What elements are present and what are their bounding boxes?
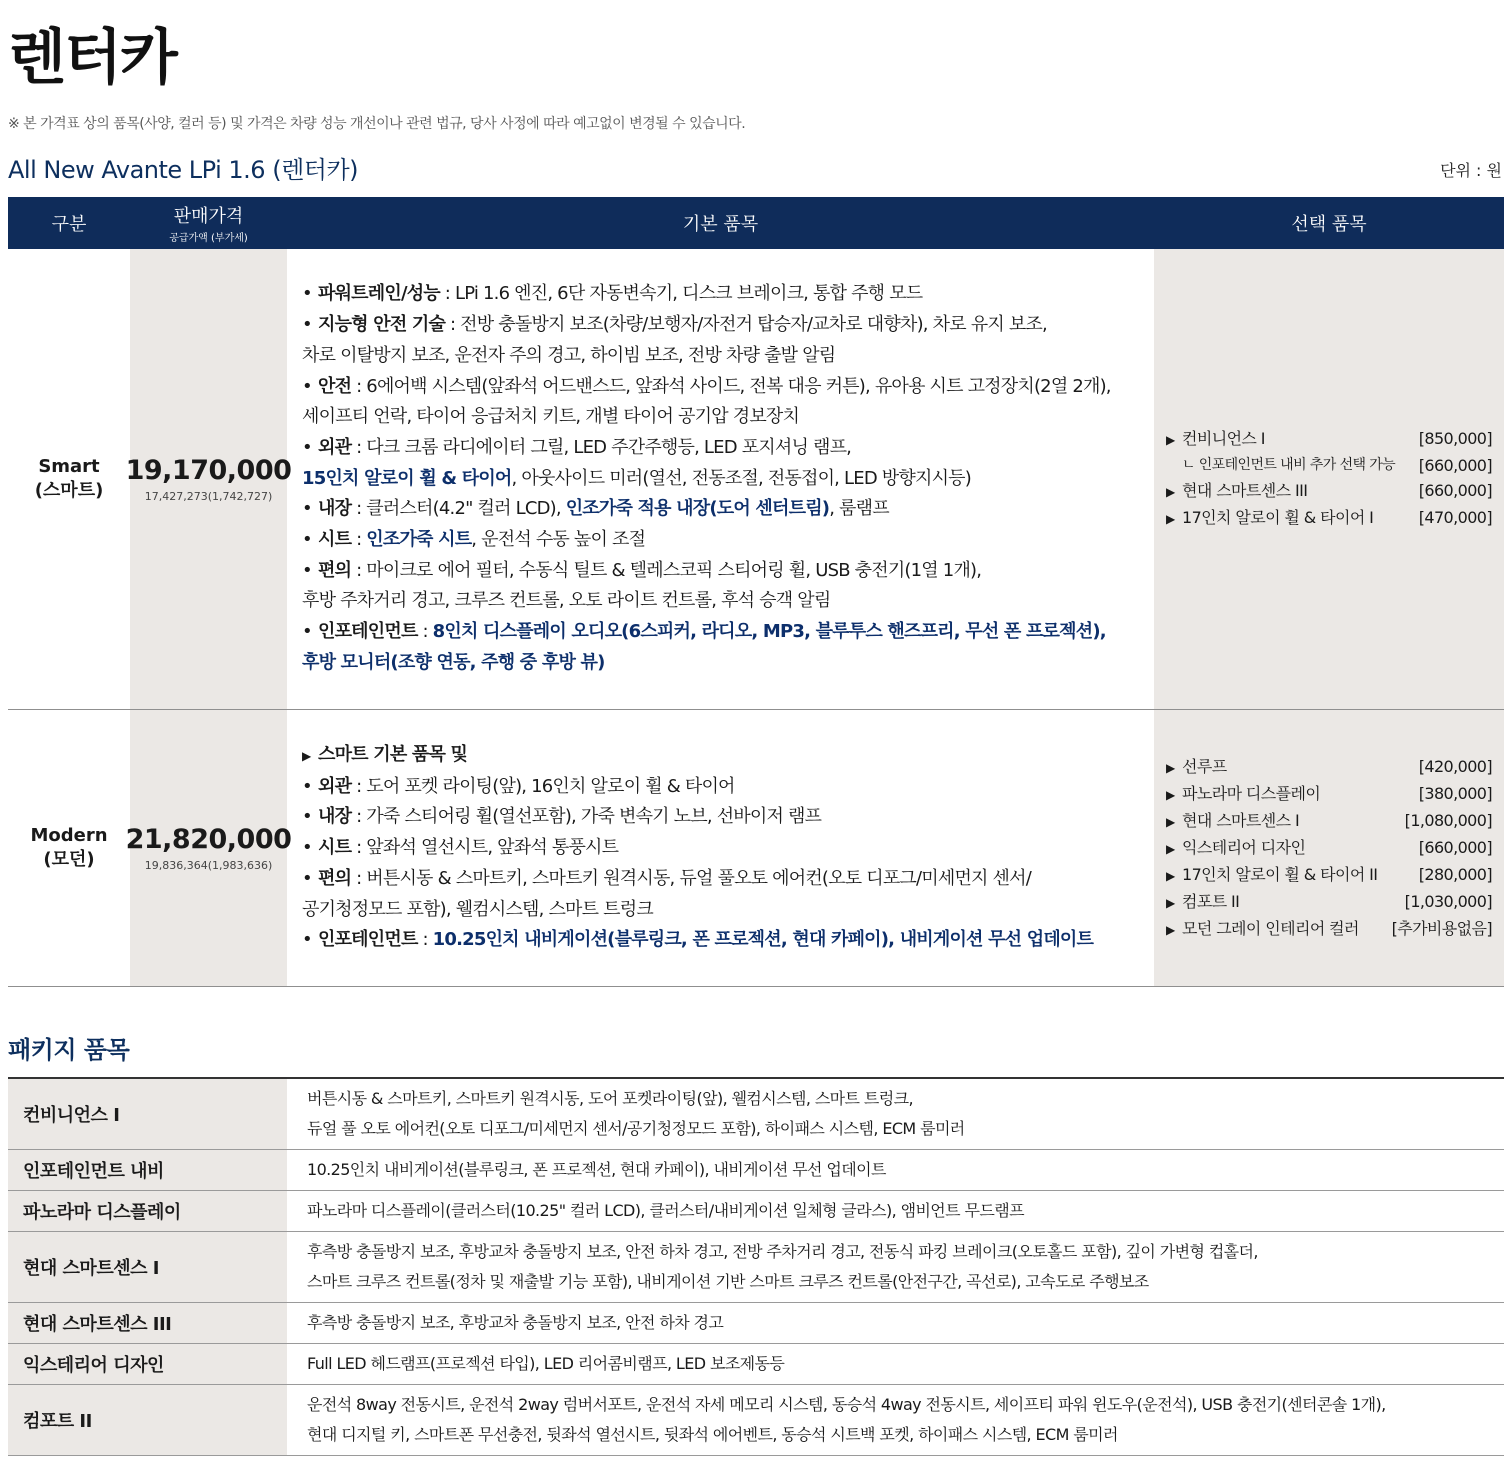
feature-line	[302, 341, 1154, 372]
feature-label: 인포테인먼트	[318, 929, 418, 951]
option-label: 선루프	[1182, 756, 1227, 776]
package-line: 듀얼 풀 오토 에어컨(오토 디포그/미세먼지 센서/공기청정모드 포함), 하이패스 시스템, ECM 룸미러	[307, 1119, 965, 1138]
feature-text: : 가죽 스티어링 휠(열선포함), 가죽 변속기 노브, 선바이저 램프	[351, 806, 822, 828]
feature-line	[302, 833, 1154, 864]
bullet-icon: •	[302, 529, 312, 551]
option-price: [420,000]	[1418, 756, 1492, 776]
triangle-icon: ▶	[1166, 512, 1175, 526]
feature-text: :	[417, 929, 433, 951]
option-item	[1166, 426, 1492, 453]
basic-features	[287, 710, 1154, 986]
package-description	[287, 1344, 1504, 1384]
option-label: 17인치 알로이 휠 & 타이어 I	[1182, 508, 1374, 527]
triangle-icon: ▶	[302, 749, 311, 764]
feature-line	[302, 372, 1154, 403]
option-name	[1166, 426, 1265, 453]
option-list	[1154, 710, 1504, 986]
feature-text: : 도어 포켓 라이팅(앞), 16인치 알로이 휠 & 타이어	[351, 775, 735, 797]
header-trim: 구분	[51, 214, 87, 235]
package-description	[287, 1150, 1504, 1190]
feature-text: 후방 주차거리 경고, 크루즈 컨트롤, 오토 라이트 컨트롤, 후석 승객 알림	[302, 590, 831, 612]
feature-label: 편의	[318, 559, 352, 581]
table-row-smart	[8, 249, 1504, 710]
package-row	[8, 1191, 1504, 1232]
package-row	[8, 1232, 1504, 1303]
feature-line	[302, 895, 1154, 926]
basic-features	[287, 249, 1154, 709]
option-name	[1166, 478, 1307, 505]
package-row	[8, 1303, 1504, 1344]
feature-line	[302, 772, 1154, 803]
feature-line	[302, 525, 1154, 556]
feature-text: :	[417, 621, 433, 643]
feature-highlight: 인조가죽 적용 내장(도어 센터트림)	[565, 498, 830, 520]
packages-table	[8, 1077, 1504, 1456]
bullet-icon: •	[302, 867, 312, 889]
feature-highlight: 8인치 디스플레이 오디오(6스피커, 라디오, MP3, 블루투스 핸즈프리, 무선 폰 프로젝션),	[432, 621, 1106, 643]
option-price: [470,000]	[1418, 508, 1492, 527]
option-name	[1166, 808, 1299, 835]
bullet-icon: •	[302, 837, 312, 859]
price-table	[8, 197, 1504, 987]
feature-text: : LPi 1.6 엔진, 6단 자동변속기, 디스크 브레이크, 통합 주행 모드	[439, 283, 923, 305]
option-label: 파노라마 디스플레이	[1182, 783, 1321, 803]
option-price: [660,000]	[1418, 837, 1492, 857]
package-name: 컴포트 II	[8, 1385, 287, 1455]
trim-cell: Modern (모던)	[30, 825, 108, 870]
feature-line	[302, 494, 1154, 525]
feature-highlight: 15인치 알로이 휠 & 타이어	[302, 467, 512, 489]
notice-text: ※ 본 가격표 상의 품목(사양, 컬러 등) 및 가격은 차량 성능 개선이나 관련 법규, 당사 사정에 따라 예고없이 변경될 수 있습니다.	[8, 116, 746, 132]
option-price: [280,000]	[1418, 864, 1492, 884]
package-name: 파노라마 디스플레이	[8, 1191, 287, 1231]
feature-text: , 룸램프	[829, 498, 889, 520]
option-label: 컴포트 II	[1182, 891, 1240, 911]
feature-label: 안전	[318, 375, 352, 397]
option-item	[1166, 835, 1492, 862]
package-line: 파노라마 디스플레이(클러스터(10.25" 컬러 LCD), 클러스터/내비게이션 일체형 글라스), 앰비언트 무드램프	[307, 1201, 1024, 1220]
price-cell: 19,170,000 17,427,273(1,742,727)	[130, 249, 287, 709]
table-row-modern	[8, 710, 1504, 987]
feature-line	[302, 433, 1154, 464]
bullet-icon: •	[302, 283, 312, 305]
trim-cell: Smart (스마트)	[34, 456, 104, 501]
package-name: 익스테리어 디자인	[8, 1344, 287, 1384]
option-item	[1166, 781, 1492, 808]
package-name: 인포테인먼트 내비	[8, 1150, 287, 1190]
triangle-icon: ▶	[1166, 760, 1175, 775]
option-price: [1,080,000]	[1404, 810, 1492, 830]
package-row	[8, 1079, 1504, 1150]
unit-label: 단위 : 원	[1440, 161, 1502, 180]
feature-line: ▶ 스마트 기본 품목 및	[302, 740, 1154, 772]
bullet-icon: •	[302, 498, 312, 520]
option-item	[1166, 862, 1492, 889]
option-item	[1166, 453, 1492, 478]
package-description	[287, 1385, 1504, 1455]
feature-text: , 운전석 수동 높이 조절	[471, 529, 646, 551]
option-name	[1166, 862, 1377, 889]
option-name	[1166, 781, 1320, 808]
package-line: 후측방 충돌방지 보조, 후방교차 충돌방지 보조, 안전 하차 경고	[307, 1313, 724, 1332]
triangle-icon: ▶	[1166, 814, 1175, 829]
option-price: [850,000]	[1418, 429, 1492, 448]
header-options: 선택 품목	[1291, 214, 1367, 235]
feature-highlight: 후방 모니터(조향 연동, 주행 중 후방 뷰)	[302, 651, 605, 673]
feature-line	[302, 864, 1154, 895]
feature-text: : 클러스터(4.2" 컬러 LCD),	[351, 498, 566, 520]
price-cell: 21,820,000 19,836,364(1,983,636)	[130, 710, 287, 986]
package-line: 10.25인치 내비게이션(블루링크, 폰 프로젝션, 현대 카페이), 내비게이션 무선 업데이트	[307, 1160, 886, 1179]
package-name: 컨비니언스 I	[8, 1079, 287, 1149]
package-name: 현대 스마트센스 I	[8, 1232, 287, 1302]
feature-text: : 다크 크롬 라디에이터 그릴, LED 주간주행등, LED 포지셔닝 램프,	[351, 436, 852, 458]
package-description	[287, 1232, 1504, 1302]
feature-label: 편의	[318, 867, 352, 889]
option-label: 컨비니언스 I	[1182, 429, 1265, 448]
feature-line	[302, 279, 1154, 310]
feature-text: : 전방 충돌방지 보조(차량/보행자/자전거 탑승자/교차로 대향차), 차로 유지 보조,	[445, 314, 1047, 336]
triangle-icon: ▶	[1166, 433, 1175, 447]
feature-label: 외관	[318, 436, 352, 458]
feature-label: 외관	[318, 775, 352, 797]
feature-text: : 6에어백 시스템(앞좌석 어드밴스드, 앞좌석 사이드, 전복 대응 커튼), 유아용 시트 고정장치(2열 2개),	[351, 375, 1111, 397]
option-name	[1166, 916, 1359, 943]
package-row	[8, 1385, 1504, 1456]
option-name	[1166, 835, 1305, 862]
feature-text: , 아웃사이드 미러(열선, 전동조절, 전동접이, LED 방향지시등)	[511, 467, 971, 489]
bullet-icon: •	[302, 929, 312, 951]
option-price: [380,000]	[1418, 783, 1492, 803]
feature-label: 파워트레인/성능	[318, 283, 440, 305]
option-item	[1166, 889, 1492, 916]
option-price: [660,000]	[1418, 481, 1492, 500]
feature-text: 차로 이탈방지 보조, 운전자 주의 경고, 하이빔 보조, 전방 차량 출발 알림	[302, 344, 836, 366]
model-title: All New Avante LPi 1.6 (렌터카)	[8, 156, 358, 184]
feature-text: 세이프티 언락, 타이어 응급처치 키트, 개별 타이어 공기압 경보장치	[302, 406, 800, 428]
header-basic: 기본 품목	[682, 214, 759, 235]
triangle-icon: ▶	[1166, 895, 1175, 910]
feature-text: : 마이크로 에어 필터, 수동식 틸트 & 텔레스코픽 스티어링 휠, USB 충전기(1열 1개),	[351, 559, 982, 581]
option-name	[1166, 505, 1373, 532]
package-description	[287, 1079, 1504, 1149]
triangle-icon: ▶	[1166, 485, 1175, 499]
package-line: 후측방 충돌방지 보조, 후방교차 충돌방지 보조, 안전 하차 경고, 전방 주차거리 경고, 전동식 파킹 브레이크(오토홀드 포함), 깊이 가변형 컵홀더,	[307, 1242, 1258, 1261]
feature-label: 내장	[318, 806, 352, 828]
option-label: 현대 스마트센스 I	[1182, 810, 1300, 830]
bullet-icon: •	[302, 806, 312, 828]
bullet-icon: •	[302, 775, 312, 797]
package-line: 스마트 크루즈 컨트롤(정차 및 재출발 기능 포함), 내비게이션 기반 스마트 크루즈 컨트롤(안전구간, 곡선로), 고속도로 주행보조	[307, 1272, 1149, 1291]
feature-line	[302, 586, 1154, 617]
feature-text: 공기청정모드 포함), 웰컴시스템, 스마트 트렁크	[302, 898, 653, 920]
bullet-icon: •	[302, 436, 312, 458]
package-line: Full LED 헤드램프(프로젝션 타입), LED 리어콤비램프, LED 보조제동등	[307, 1354, 785, 1373]
table-header	[8, 197, 1504, 249]
package-row	[8, 1150, 1504, 1191]
feature-text: :	[351, 529, 367, 551]
option-item	[1166, 505, 1492, 532]
package-name: 현대 스마트센스 III	[8, 1303, 287, 1343]
feature-label: 내장	[318, 498, 352, 520]
feature-line	[302, 310, 1154, 341]
feature-line	[302, 925, 1154, 956]
packages-title: 패키지 품목	[8, 1036, 130, 1064]
package-row	[8, 1344, 1504, 1385]
triangle-icon: ▶	[1166, 787, 1175, 802]
feature-line	[302, 402, 1154, 433]
feature-label: 시트	[318, 529, 352, 551]
bullet-icon: •	[302, 621, 312, 643]
feature-highlight: 10.25인치 내비게이션(블루링크, 폰 프로젝션, 현대 카페이), 내비게이션 무선 업데이트	[432, 929, 1094, 951]
option-label: 현대 스마트센스 III	[1182, 481, 1308, 500]
option-item	[1166, 916, 1492, 943]
option-name	[1166, 453, 1395, 478]
option-price: [1,030,000]	[1404, 891, 1492, 911]
bullet-icon: •	[302, 559, 312, 581]
triangle-icon: ▶	[1166, 868, 1175, 883]
option-item	[1166, 478, 1492, 505]
bullet-icon: •	[302, 314, 312, 336]
feature-label: 인포테인먼트	[318, 621, 418, 643]
option-price: [추가비용없음]	[1391, 918, 1492, 938]
feature-line	[302, 648, 1154, 679]
option-name	[1166, 754, 1227, 781]
option-price: [660,000]	[1418, 456, 1492, 475]
feature-highlight: 인조가죽 시트	[366, 529, 472, 551]
page-title: 렌터카	[8, 23, 176, 93]
feature-text: : 버튼시동 & 스마트키, 스마트키 원격시동, 듀얼 풀오토 에어컨(오토 디포그/미세먼지 센서/	[351, 867, 1031, 889]
triangle-icon: ▶	[1166, 841, 1175, 856]
feature-line	[302, 617, 1154, 648]
feature-label: 지능형 안전 기술	[318, 314, 446, 336]
package-line: 버튼시동 & 스마트키, 스마트키 원격시동, 도어 포켓라이팅(앞), 웰컴시스템, 스마트 트렁크,	[307, 1089, 913, 1108]
package-line: 운전석 8way 전동시트, 운전석 2way 럼버서포트, 운전석 자세 메모리 시스템, 동승석 4way 전동시트, 세이프티 파워 윈도우(운전석), USB 충전기(센터콘솔 1개),	[307, 1395, 1386, 1414]
feature-line	[302, 556, 1154, 587]
header-price: 판매가격 공급가액 (부가세)	[169, 206, 248, 244]
package-description	[287, 1191, 1504, 1231]
feature-line	[302, 464, 1154, 495]
option-list	[1154, 249, 1504, 709]
option-name	[1166, 889, 1239, 916]
package-description	[287, 1303, 1504, 1343]
option-item	[1166, 808, 1492, 835]
triangle-icon: ▶	[1166, 922, 1175, 937]
feature-label: 시트	[318, 837, 352, 859]
package-line: 현대 디지털 키, 스마트폰 무선충전, 뒷좌석 열선시트, 뒷좌석 에어벤트, 동승석 시트백 포켓, 하이패스 시스템, ECM 룸미러	[307, 1425, 1118, 1444]
option-label: 모던 그레이 인테리어 컬러	[1182, 918, 1359, 938]
option-item	[1166, 754, 1492, 781]
feature-line	[302, 802, 1154, 833]
option-label: 17인치 알로이 휠 & 타이어 II	[1182, 864, 1378, 884]
feature-text: : 앞좌석 열선시트, 앞좌석 통풍시트	[351, 837, 619, 859]
option-label: 익스테리어 디자인	[1182, 837, 1306, 857]
option-label: ㄴ 인포테인먼트 내비 추가 선택 가능	[1182, 457, 1396, 473]
bullet-icon: •	[302, 375, 312, 397]
